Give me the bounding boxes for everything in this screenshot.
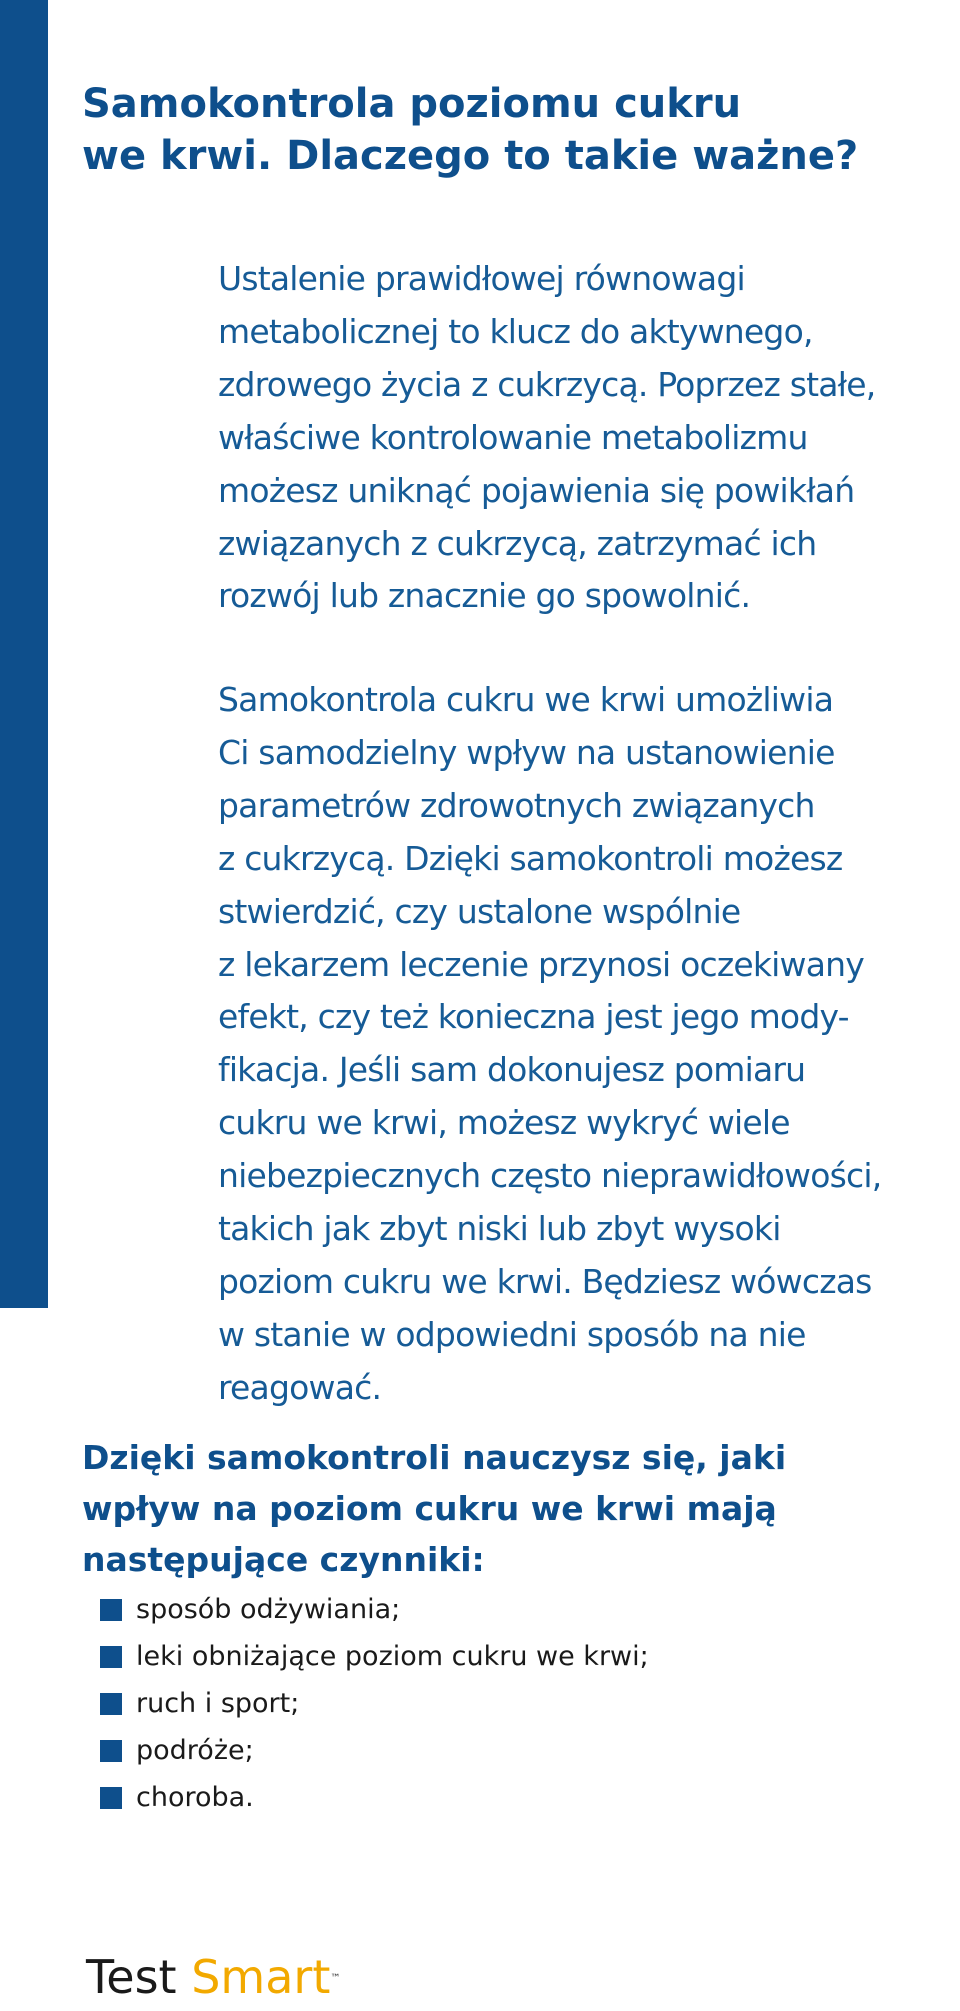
heading-line: Dzięki samokontroli nauczysz się, jaki	[82, 1438, 787, 1477]
square-bullet-icon	[100, 1693, 122, 1715]
paragraph-line: niebezpiecznych często nieprawidłowości,	[218, 1156, 882, 1196]
paragraph-line: stwierdzić, czy ustalone wspólnie	[218, 891, 741, 931]
factors-list	[100, 1586, 649, 1821]
paragraph-line: rozwój lub znacznie go spowolnić.	[218, 576, 751, 616]
paragraph-line: możesz uniknąć pojawienia się powikłań	[218, 470, 855, 510]
heading-line: wpływ na poziom cukru we krwi mają	[82, 1489, 777, 1528]
self-control-paragraph	[218, 674, 948, 1415]
list-item-label: leki obniżające poziom cukru we krwi;	[136, 1641, 649, 1672]
logo-word-test: Test	[86, 1950, 177, 2004]
list-item	[100, 1727, 649, 1774]
factors-heading	[82, 1432, 942, 1585]
list-item-label: podróże;	[136, 1735, 254, 1766]
paragraph-line: Ci samodzielny wpływ na ustanowienie	[218, 732, 835, 772]
square-bullet-icon	[100, 1599, 122, 1621]
paragraph-line: Ustalenie prawidłowej równowagi	[218, 259, 745, 298]
list-item-label: sposób odżywiania;	[136, 1594, 401, 1625]
paragraph-line: reagować.	[218, 1367, 382, 1407]
paragraph-line: takich jak zbyt niski lub zbyt wysoki	[218, 1209, 781, 1249]
intro-paragraph	[218, 253, 948, 623]
paragraph-line: właściwe kontrolowanie metabolizmu	[218, 417, 808, 457]
square-bullet-icon	[100, 1740, 122, 1762]
paragraph-line: z cukrzycą. Dzięki samokontroli możesz	[218, 838, 843, 878]
list-item-label: ruch i sport;	[136, 1688, 300, 1719]
paragraph-line: Samokontrola cukru we krwi umożliwia	[218, 680, 834, 719]
paragraph-line: cukru we krwi, możesz wykryć wiele	[218, 1103, 790, 1143]
paragraph-line: poziom cukru we krwi. Będziesz wówczas	[218, 1261, 872, 1301]
page-title	[82, 78, 942, 182]
list-item	[100, 1774, 649, 1821]
paragraph-line: metabolicznej to klucz do aktywnego,	[218, 311, 813, 351]
test-smart-logo	[86, 1952, 340, 2002]
square-bullet-icon	[100, 1787, 122, 1809]
paragraph-line: parametrów zdrowotnych związanych	[218, 785, 815, 825]
list-item	[100, 1680, 649, 1727]
title-line: we krwi. Dlaczego to takie ważne?	[82, 133, 859, 179]
paragraph-line: w stanie w odpowiedni sposób na nie	[218, 1314, 806, 1354]
side-accent-bar	[0, 0, 48, 1308]
paragraph-line: z lekarzem leczenie przynosi oczekiwany	[218, 944, 864, 984]
trademark-mark: ™	[330, 1973, 341, 1984]
paragraph-line: związanych z cukrzycą, zatrzymać ich	[218, 523, 817, 563]
paragraph-line: zdrowego życia z cukrzycą. Poprzez stałe,	[218, 364, 876, 404]
paragraph-line: efekt, czy też konieczna jest jego mody-	[218, 997, 849, 1037]
title-line: Samokontrola poziomu cukru	[82, 81, 742, 127]
list-item-label: choroba.	[136, 1782, 254, 1813]
list-item	[100, 1633, 649, 1680]
paragraph-line: fikacja. Jeśli sam dokonujesz pomiaru	[218, 1050, 806, 1090]
list-item	[100, 1586, 649, 1633]
logo-word-smart: Smart	[191, 1950, 331, 2004]
heading-line: następujące czynniki:	[82, 1540, 485, 1579]
square-bullet-icon	[100, 1646, 122, 1668]
